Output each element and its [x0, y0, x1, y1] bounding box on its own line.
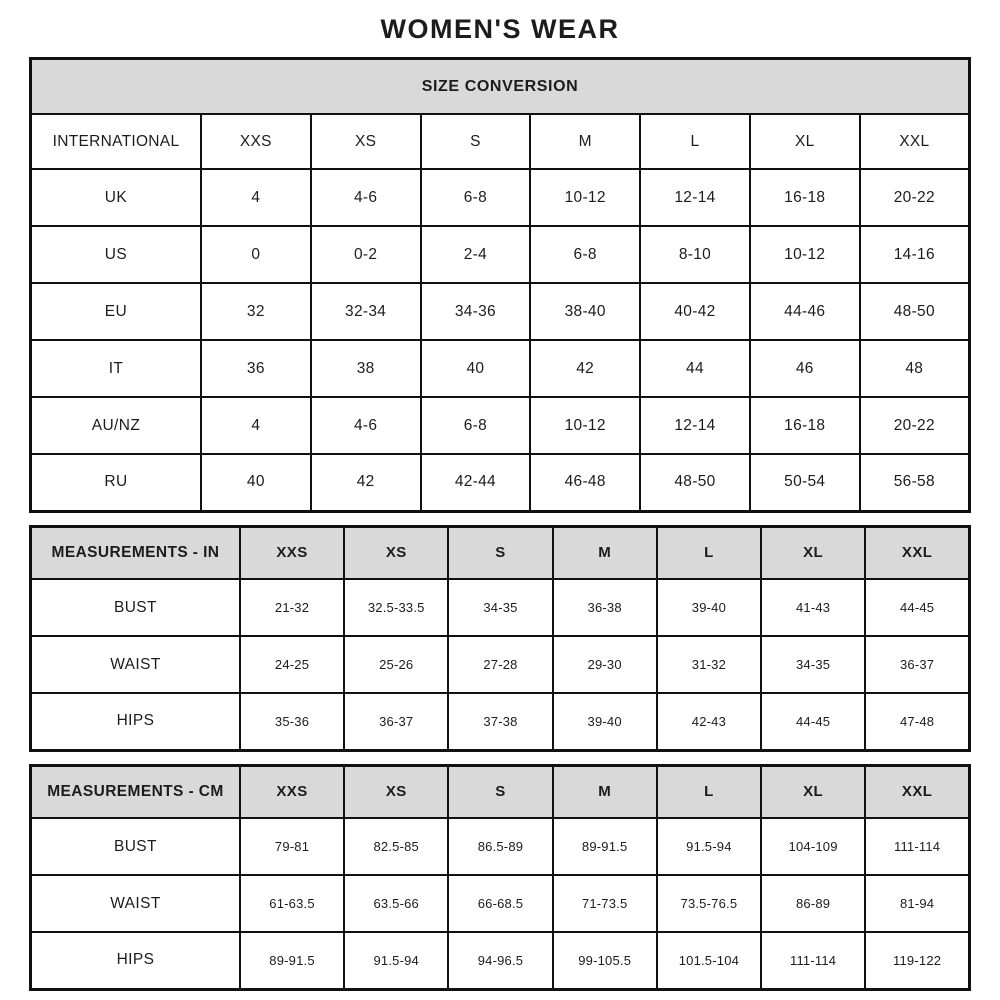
size-value-cell: 4-6: [311, 397, 421, 454]
table-row: [31, 932, 970, 989]
column-header-s: S: [448, 765, 552, 818]
column-header-xxs: XXS: [240, 526, 344, 579]
measurements-cm-header-row: [31, 765, 970, 818]
size-value-cell: 12-14: [640, 169, 750, 226]
row-label-cell: UK: [31, 169, 201, 226]
size-value-cell: 40-42: [640, 283, 750, 340]
column-header-xxl: XXL: [860, 114, 970, 169]
table-row: [31, 875, 970, 932]
size-value-cell: 48-50: [860, 283, 970, 340]
size-value-cell: 46: [750, 340, 860, 397]
table-row: [31, 340, 970, 397]
size-value-cell: 38: [311, 340, 421, 397]
size-value-cell: 39-40: [657, 579, 761, 636]
size-value-cell: 6-8: [530, 226, 640, 283]
size-value-cell: 10-12: [530, 169, 640, 226]
size-value-cell: 36: [201, 340, 311, 397]
column-header-xxl: XXL: [865, 765, 969, 818]
measurements-cm-table: [29, 764, 971, 991]
size-value-cell: 31-32: [657, 636, 761, 693]
row-label-cell: BUST: [31, 818, 240, 875]
size-value-cell: 40: [421, 340, 531, 397]
table-row: [31, 818, 970, 875]
column-header-m: M: [530, 114, 640, 169]
size-value-cell: 111-114: [761, 932, 865, 989]
size-value-cell: 36-37: [344, 693, 448, 750]
size-value-cell: 6-8: [421, 397, 531, 454]
size-value-cell: 50-54: [750, 454, 860, 511]
column-header-l: L: [657, 526, 761, 579]
size-value-cell: 42: [530, 340, 640, 397]
table-row: [31, 454, 970, 511]
table-row: [31, 169, 970, 226]
size-value-cell: 86-89: [761, 875, 865, 932]
size-value-cell: 48: [860, 340, 970, 397]
size-value-cell: 10-12: [750, 226, 860, 283]
table-row: [31, 693, 970, 750]
size-value-cell: 37-38: [448, 693, 552, 750]
size-value-cell: 39-40: [553, 693, 657, 750]
column-header-xl: XL: [761, 765, 865, 818]
size-value-cell: 71-73.5: [553, 875, 657, 932]
size-value-cell: 20-22: [860, 397, 970, 454]
row-label-cell: EU: [31, 283, 201, 340]
row-label-cell: HIPS: [31, 932, 240, 989]
row-label-cell: WAIST: [31, 636, 240, 693]
size-value-cell: 4: [201, 169, 311, 226]
size-value-cell: 16-18: [750, 169, 860, 226]
size-value-cell: 21-32: [240, 579, 344, 636]
column-header-xxs: XXS: [201, 114, 311, 169]
size-value-cell: 48-50: [640, 454, 750, 511]
size-value-cell: 101.5-104: [657, 932, 761, 989]
size-value-cell: 34-36: [421, 283, 531, 340]
size-value-cell: 44: [640, 340, 750, 397]
column-header-m: M: [553, 765, 657, 818]
size-value-cell: 16-18: [750, 397, 860, 454]
row-label-cell: WAIST: [31, 875, 240, 932]
row-label-cell: US: [31, 226, 201, 283]
measurements-in-header-row: [31, 526, 970, 579]
column-header-s: S: [421, 114, 531, 169]
measurements-in-table: [29, 525, 971, 752]
size-value-cell: 41-43: [761, 579, 865, 636]
size-value-cell: 4-6: [311, 169, 421, 226]
size-conversion-banner-row: [31, 59, 970, 115]
column-header-xl: XL: [750, 114, 860, 169]
row-label-cell: AU/NZ: [31, 397, 201, 454]
table-row: [31, 226, 970, 283]
size-value-cell: 32: [201, 283, 311, 340]
size-value-cell: 25-26: [344, 636, 448, 693]
size-value-cell: 0: [201, 226, 311, 283]
size-value-cell: 119-122: [865, 932, 969, 989]
measurements-in-title: MEASUREMENTS - IN: [31, 526, 240, 579]
size-value-cell: 46-48: [530, 454, 640, 511]
size-conversion-table: [29, 57, 971, 513]
row-label-cell: IT: [31, 340, 201, 397]
table-row: [31, 283, 970, 340]
row-label-cell: HIPS: [31, 693, 240, 750]
size-value-cell: 63.5-66: [344, 875, 448, 932]
size-value-cell: 42-43: [657, 693, 761, 750]
size-value-cell: 82.5-85: [344, 818, 448, 875]
size-value-cell: 73.5-76.5: [657, 875, 761, 932]
size-value-cell: 89-91.5: [240, 932, 344, 989]
size-value-cell: 10-12: [530, 397, 640, 454]
size-value-cell: 40: [201, 454, 311, 511]
column-header-xs: XS: [344, 526, 448, 579]
size-value-cell: 35-36: [240, 693, 344, 750]
size-value-cell: 2-4: [421, 226, 531, 283]
row-label-cell: BUST: [31, 579, 240, 636]
size-value-cell: 44-46: [750, 283, 860, 340]
size-value-cell: 0-2: [311, 226, 421, 283]
column-header-l: L: [640, 114, 750, 169]
column-header-l: L: [657, 765, 761, 818]
size-value-cell: 42: [311, 454, 421, 511]
size-chart-page: [29, 0, 971, 991]
row-label-cell: RU: [31, 454, 201, 511]
size-conversion-header-row: [31, 114, 970, 169]
column-header-xxs: XXS: [240, 765, 344, 818]
size-value-cell: 66-68.5: [448, 875, 552, 932]
column-header-xxl: XXL: [865, 526, 969, 579]
table-row: [31, 636, 970, 693]
size-value-cell: 12-14: [640, 397, 750, 454]
size-value-cell: 56-58: [860, 454, 970, 511]
table-row: [31, 397, 970, 454]
page-title: WOMEN'S WEAR: [380, 14, 620, 44]
size-value-cell: 24-25: [240, 636, 344, 693]
size-value-cell: 81-94: [865, 875, 969, 932]
size-value-cell: 32.5-33.5: [344, 579, 448, 636]
size-value-cell: 20-22: [860, 169, 970, 226]
size-value-cell: 47-48: [865, 693, 969, 750]
size-conversion-banner: SIZE CONVERSION: [31, 59, 970, 115]
size-value-cell: 94-96.5: [448, 932, 552, 989]
size-value-cell: 89-91.5: [553, 818, 657, 875]
size-value-cell: 91.5-94: [657, 818, 761, 875]
size-value-cell: 27-28: [448, 636, 552, 693]
size-value-cell: 14-16: [860, 226, 970, 283]
column-header-international: INTERNATIONAL: [31, 114, 201, 169]
column-header-xl: XL: [761, 526, 865, 579]
size-value-cell: 91.5-94: [344, 932, 448, 989]
table-row: [31, 579, 970, 636]
size-value-cell: 61-63.5: [240, 875, 344, 932]
measurements-cm-title: MEASUREMENTS - CM: [31, 765, 240, 818]
size-value-cell: 79-81: [240, 818, 344, 875]
size-value-cell: 34-35: [448, 579, 552, 636]
size-value-cell: 104-109: [761, 818, 865, 875]
size-value-cell: 44-45: [761, 693, 865, 750]
size-value-cell: 42-44: [421, 454, 531, 511]
column-header-xs: XS: [311, 114, 421, 169]
column-header-xs: XS: [344, 765, 448, 818]
size-value-cell: 32-34: [311, 283, 421, 340]
size-value-cell: 99-105.5: [553, 932, 657, 989]
column-header-s: S: [448, 526, 552, 579]
size-value-cell: 8-10: [640, 226, 750, 283]
size-value-cell: 36-38: [553, 579, 657, 636]
size-value-cell: 34-35: [761, 636, 865, 693]
size-value-cell: 36-37: [865, 636, 969, 693]
column-header-m: M: [553, 526, 657, 579]
size-value-cell: 4: [201, 397, 311, 454]
size-value-cell: 6-8: [421, 169, 531, 226]
size-value-cell: 38-40: [530, 283, 640, 340]
size-value-cell: 111-114: [865, 818, 969, 875]
size-value-cell: 29-30: [553, 636, 657, 693]
size-value-cell: 86.5-89: [448, 818, 552, 875]
size-value-cell: 44-45: [865, 579, 969, 636]
